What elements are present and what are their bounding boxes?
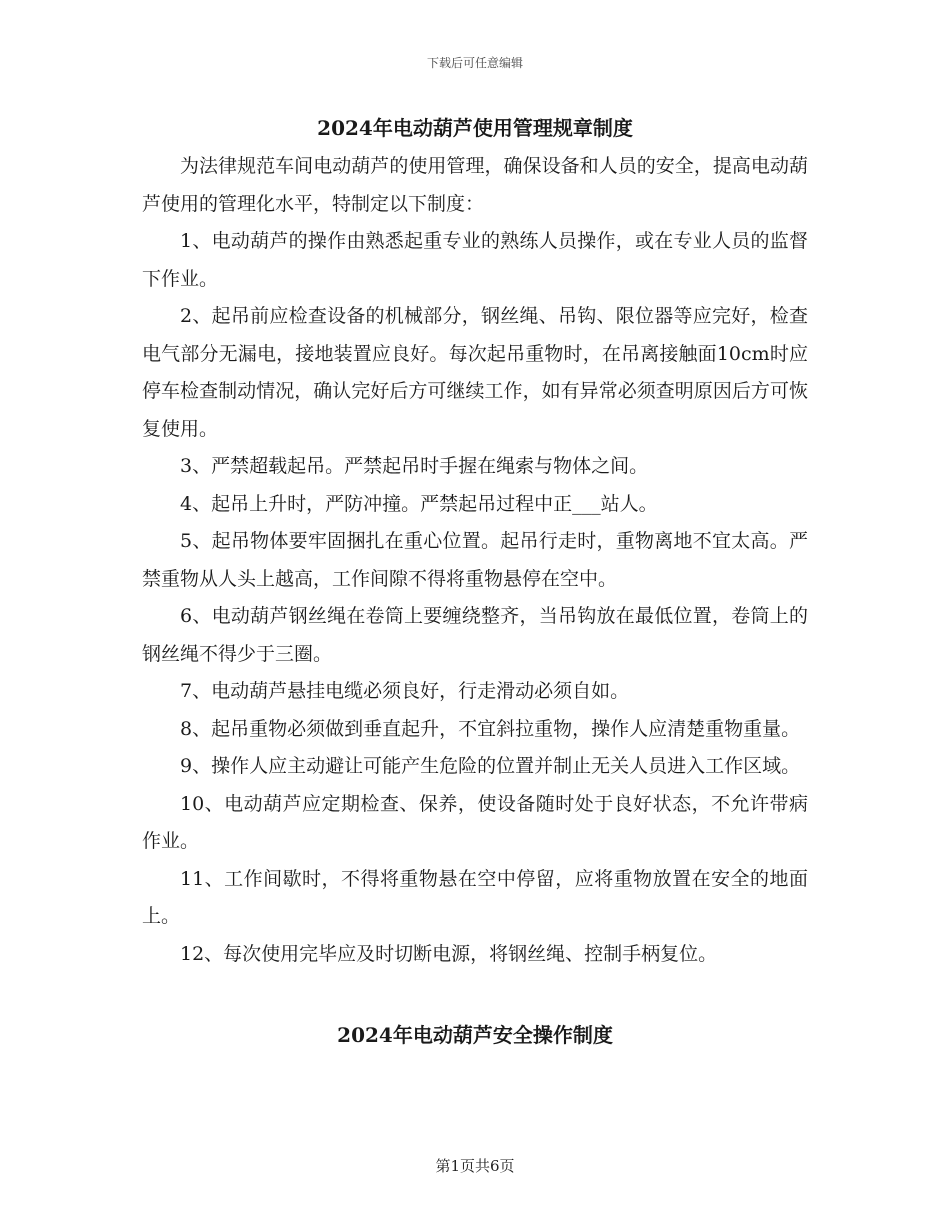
rule-item-5: 5、起吊物体要牢固捆扎在重心位置。起吊行走时，重物离地不宜太高。严禁重物从人头上越高，工作间隙不得将重物悬停在空中。 <box>142 530 808 590</box>
rule-item-3: 3、严禁超载起吊。严禁起吊时手握在绳索与物体之间。 <box>180 455 649 477</box>
document-body <box>142 112 808 1051</box>
page-footer: 第1页共6页 <box>435 1157 515 1175</box>
document-title: 2024年电动葫芦使用管理规章制度 <box>317 116 633 140</box>
rule-item-9: 9、操作人应主动避让可能产生危险的位置并制止无关人员进入工作区域。 <box>180 755 801 777</box>
rule-item-7: 7、电动葫芦悬挂电缆必须良好，行走滑动必须自如。 <box>180 680 630 702</box>
next-section-title: 2024年电动葫芦安全操作制度 <box>337 1023 613 1047</box>
rule-item-11: 11、工作间歇时，不得将重物悬在空中停留，应将重物放置在安全的地面上。 <box>142 867 808 927</box>
header-note: 下载后可任意编辑 <box>426 56 523 70</box>
rule-item-6: 6、电动葫芦钢丝绳在卷筒上要缠绕整齐，当吊钩放在最低位置，卷筒上的钢丝绳不得少于三圈。 <box>142 605 808 665</box>
rule-item-4: 4、起吊上升时，严防冲撞。严禁起吊过程中正___站人。 <box>180 492 658 515</box>
rule-item-12: 12、每次使用完毕应及时切断电源，将钢丝绳、控制手柄复位。 <box>180 942 718 965</box>
rule-item-2: 2、起吊前应检查设备的机械部分，钢丝绳、吊钩、限位器等应完好，检查电气部分无漏电，接地装置应良好。每次起吊重物时，在吊离接触面10cm时应停车检查制动情况，确认完好后方可继续工作，如有异常必须查明原因后方可恢复使用。 <box>142 305 808 440</box>
rule-item-1: 1、电动葫芦的操作由熟悉起重专业的熟练人员操作，或在专业人员的监督下作业。 <box>142 230 808 290</box>
intro-paragraph: 为法律规范车间电动葫芦的使用管理，确保设备和人员的安全，提高电动葫芦使用的管理化水平，特制定以下制度： <box>142 155 808 215</box>
rule-item-10: 10、电动葫芦应定期检查、保养，使设备随时处于良好状态，不允许带病作业。 <box>142 792 808 852</box>
rule-item-8: 8、起吊重物必须做到垂直起升，不宜斜拉重物，操作人应清楚重物重量。 <box>180 717 801 740</box>
